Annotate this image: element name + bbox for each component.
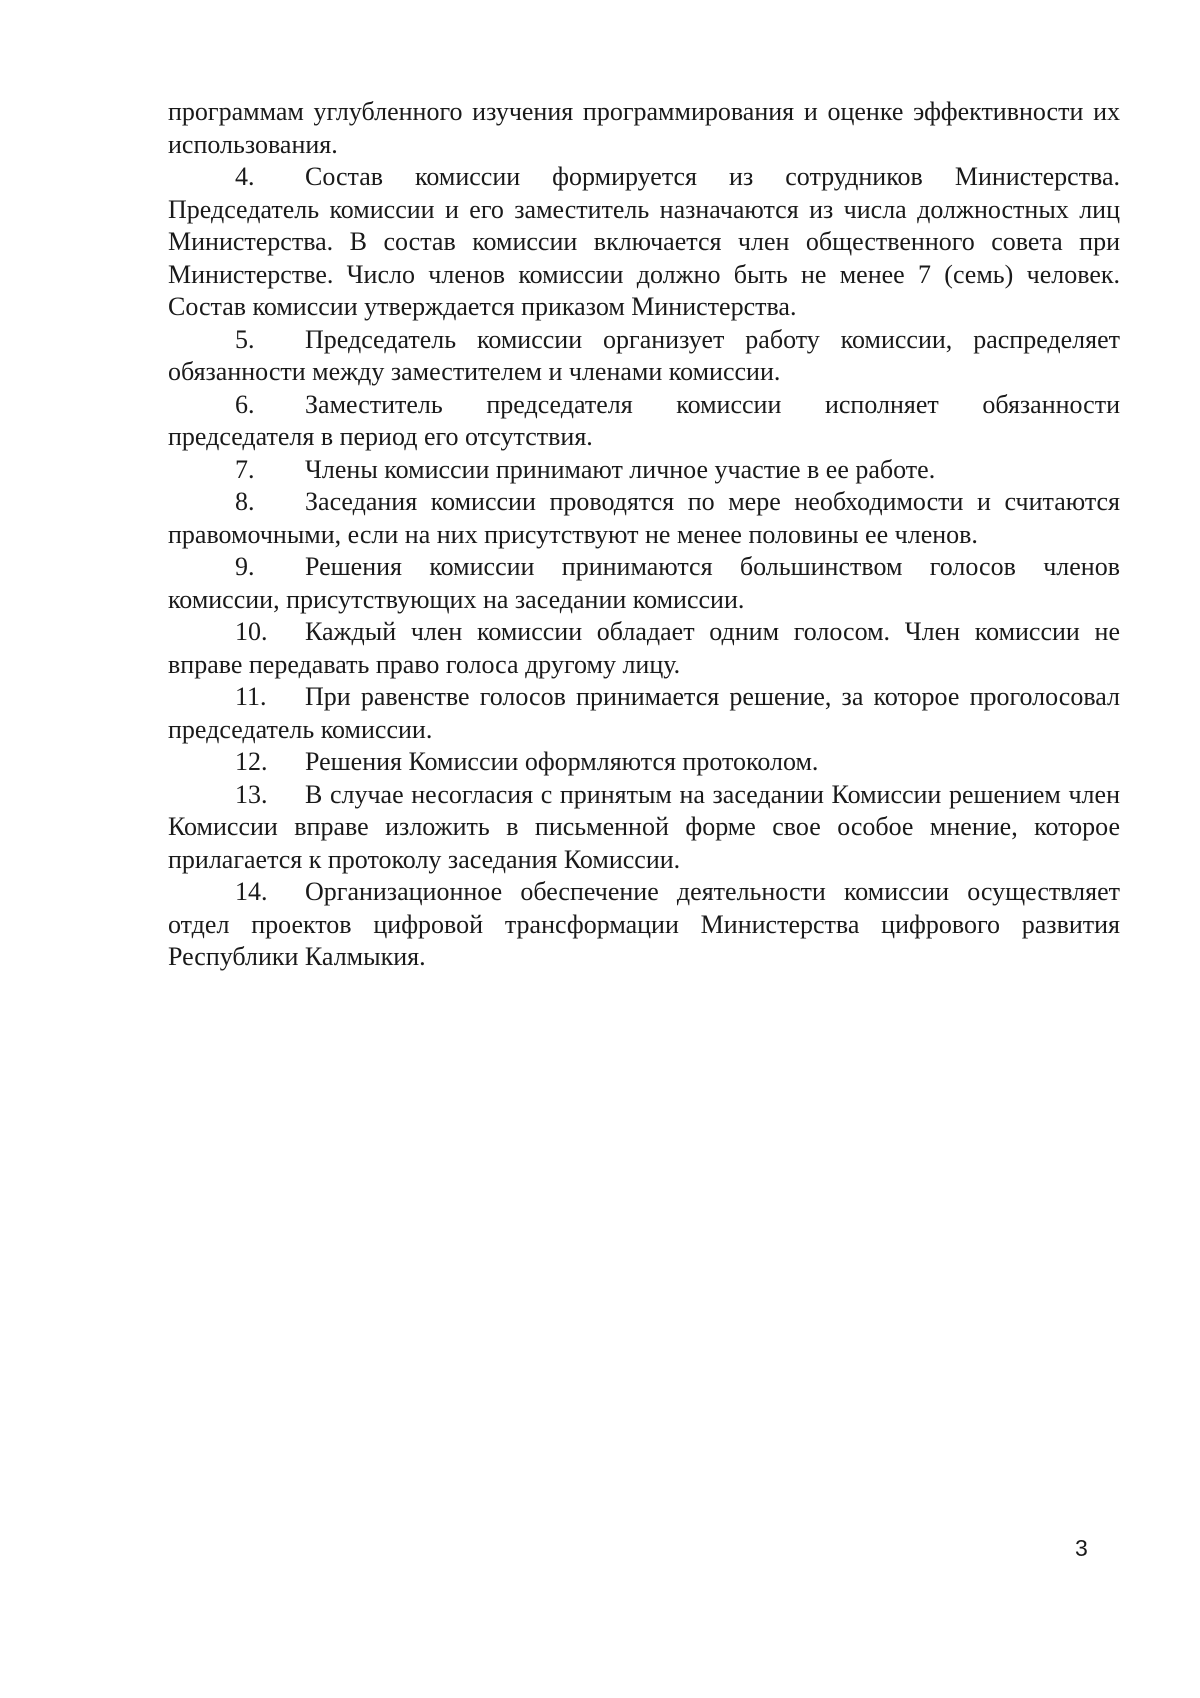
clause-text: Организационное обеспечение деятельности комиссии осуществляет отдел проектов цифровой трансформации Министерства цифрового развития Республики Калмыкия. bbox=[168, 877, 1120, 971]
clause-9 bbox=[168, 551, 1120, 616]
clause-number: 4. bbox=[235, 162, 255, 191]
clause-text: Заседания комиссии проводятся по мере необходимости и считаются правомочными, если на них присутствуют не менее половины ее членов. bbox=[168, 487, 1120, 549]
clause-text: В случае несогласия с принятым на заседании Комиссии решением член Комиссии вправе изложить в письменной форме свое особое мнение, которое прилагается к протоколу заседания Комиссии. bbox=[168, 779, 1120, 874]
clause-number: 8. bbox=[235, 487, 255, 516]
clause-number: 11. bbox=[235, 682, 267, 711]
clause-text: Состав комиссии формируется из сотрудников Министерства. Председатель комиссии и его заместитель назначаются из числа должностных лиц Министерства. В состав комиссии включается член общественного совета при Министерстве. Число членов комиссии должно быть не менее 7 (семь) человек. Состав комиссии утверждается приказом Министерства. bbox=[168, 162, 1120, 321]
clause-text: Заместитель председателя комиссии исполняет обязанности председателя в период его отсутствия. bbox=[168, 389, 1120, 451]
clause-4 bbox=[168, 161, 1120, 324]
clause-number: 10. bbox=[235, 617, 268, 646]
intro-paragraph: программам углубленного изучения программирования и оценке эффективности их использования. bbox=[168, 97, 1120, 159]
clause-5 bbox=[168, 324, 1120, 389]
clause-text: Председатель комиссии организует работу комиссии, распределяет обязанности между заместителем и членами комиссии. bbox=[168, 324, 1120, 386]
clause-11 bbox=[168, 681, 1120, 746]
clause-number: 9. bbox=[235, 552, 255, 581]
clause-14 bbox=[168, 876, 1120, 974]
clause-7 bbox=[168, 454, 1120, 487]
clause-text: Члены комиссии принимают личное участие в ее работе. bbox=[305, 454, 936, 484]
clause-number: 13. bbox=[235, 779, 268, 809]
clause-text: Каждый член комиссии обладает одним голосом. Член комиссии не вправе передавать право голоса другому лицу. bbox=[168, 617, 1120, 679]
clause-number: 14. bbox=[235, 877, 268, 906]
clause-6 bbox=[168, 389, 1120, 454]
clause-number: 12. bbox=[235, 747, 268, 776]
clause-text: При равенстве голосов принимается решение, за которое проголосовал председатель комиссии. bbox=[168, 682, 1120, 744]
clause-number: 6. bbox=[235, 389, 255, 419]
clause-number: 5. bbox=[235, 324, 255, 354]
page-number: 3 bbox=[1075, 1535, 1088, 1561]
clause-10 bbox=[168, 616, 1120, 681]
clause-text: Решения комиссии принимаются большинством голосов членов комиссии, присутствующих на заседании комиссии. bbox=[168, 552, 1120, 614]
clause-12 bbox=[168, 746, 1120, 779]
clause-13 bbox=[168, 779, 1120, 877]
document-body bbox=[168, 96, 1120, 974]
clause-8 bbox=[168, 486, 1120, 551]
clause-text: Решения Комиссии оформляются протоколом. bbox=[305, 747, 819, 776]
clause-number: 7. bbox=[235, 454, 255, 484]
